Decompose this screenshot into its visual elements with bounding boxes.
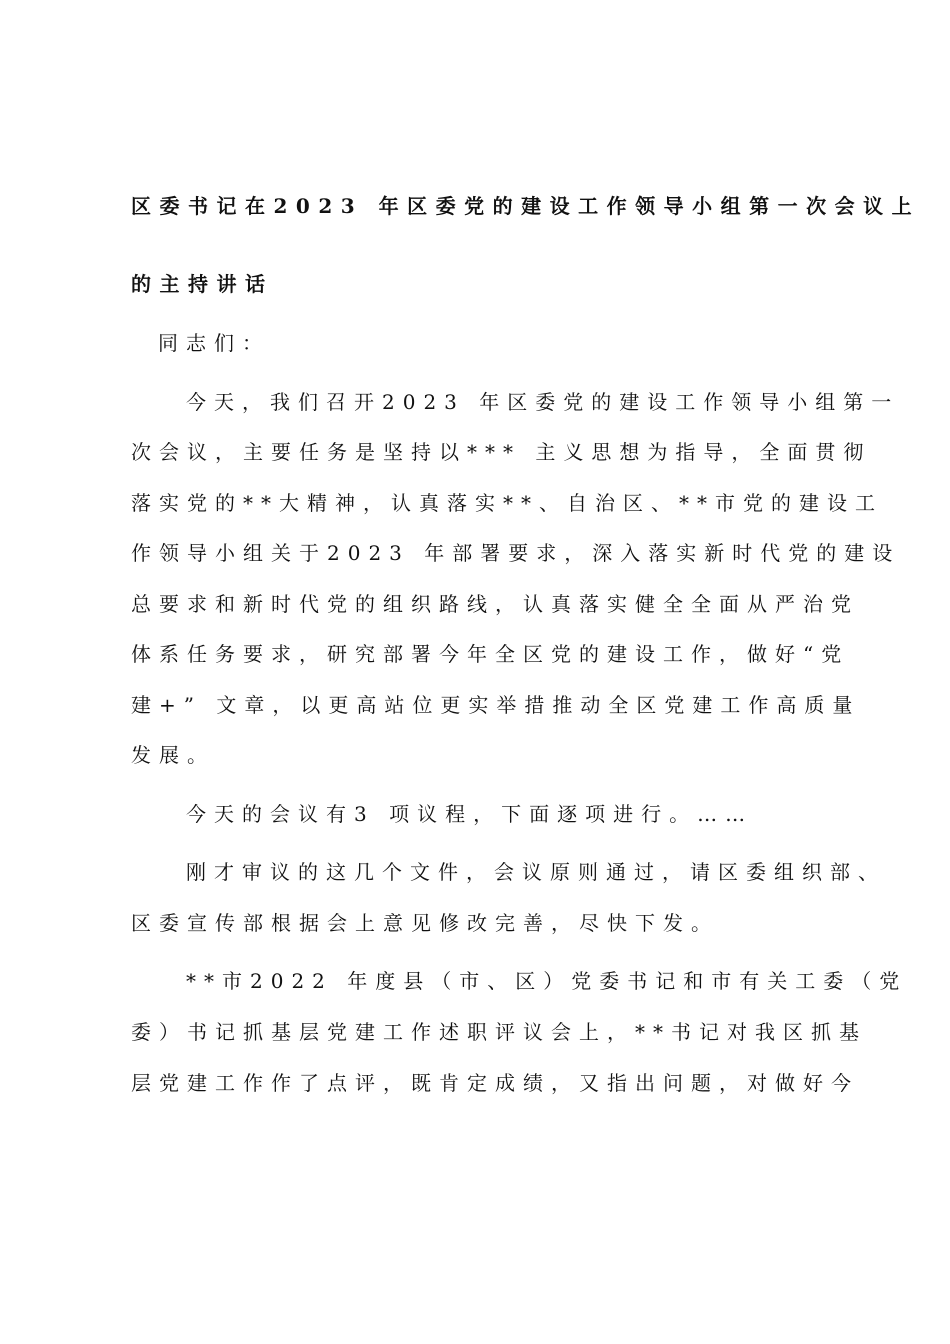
- paragraph-2-line-1: 今天的会议有3 项议程，下面逐项进行。……: [186, 802, 754, 826]
- paragraph-1-line-5: 总要求和新时代党的组织路线，认真落实健全全面从严治党: [131, 592, 859, 616]
- paragraph-1-line-8: 发展。: [131, 743, 215, 767]
- paragraph-1-line-4: 作领导小组关于2023 年部署要求，深入落实新时代党的建设: [131, 541, 901, 565]
- paragraph-3-line-1: 刚才审议的这几个文件，会议原则通过，请区委组织部、: [186, 860, 886, 884]
- paragraph-1-line-1: 今天，我们召开2023 年区委党的建设工作领导小组第一: [186, 390, 900, 414]
- paragraph-4-line-3: 层党建工作作了点评，既肯定成绩，又指出问题，对做好今: [131, 1071, 859, 1095]
- salutation: 同志们：: [158, 331, 270, 355]
- paragraph-3-line-2: 区委宣传部根据会上意见修改完善，尽快下发。: [131, 911, 719, 935]
- paragraph-1-line-3: 落实党的**大精神，认真落实**、自治区、**市党的建设工: [131, 491, 883, 515]
- paragraph-1-line-7: 建+” 文章，以更高站位更实举措推动全区党建工作高质量: [131, 693, 861, 717]
- paragraph-1-line-2: 次会议，主要任务是坚持以*** 主义思想为指导，全面贯彻: [131, 440, 872, 464]
- paragraph-4-line-2: 委）书记抓基层党建工作述职评议会上，**书记对我区抓基: [131, 1020, 867, 1044]
- paragraph-4-line-1: **市2022 年度县（市、区）党委书记和市有关工委（党: [186, 969, 908, 993]
- paragraph-1-line-6: 体系任务要求，研究部署今年全区党的建设工作，做好“党: [131, 642, 850, 666]
- document-title-line-1: 区委书记在2023 年区委党的建设工作领导小组第一次会议上: [131, 194, 921, 218]
- document-title-line-2: 的主持讲话: [131, 272, 274, 296]
